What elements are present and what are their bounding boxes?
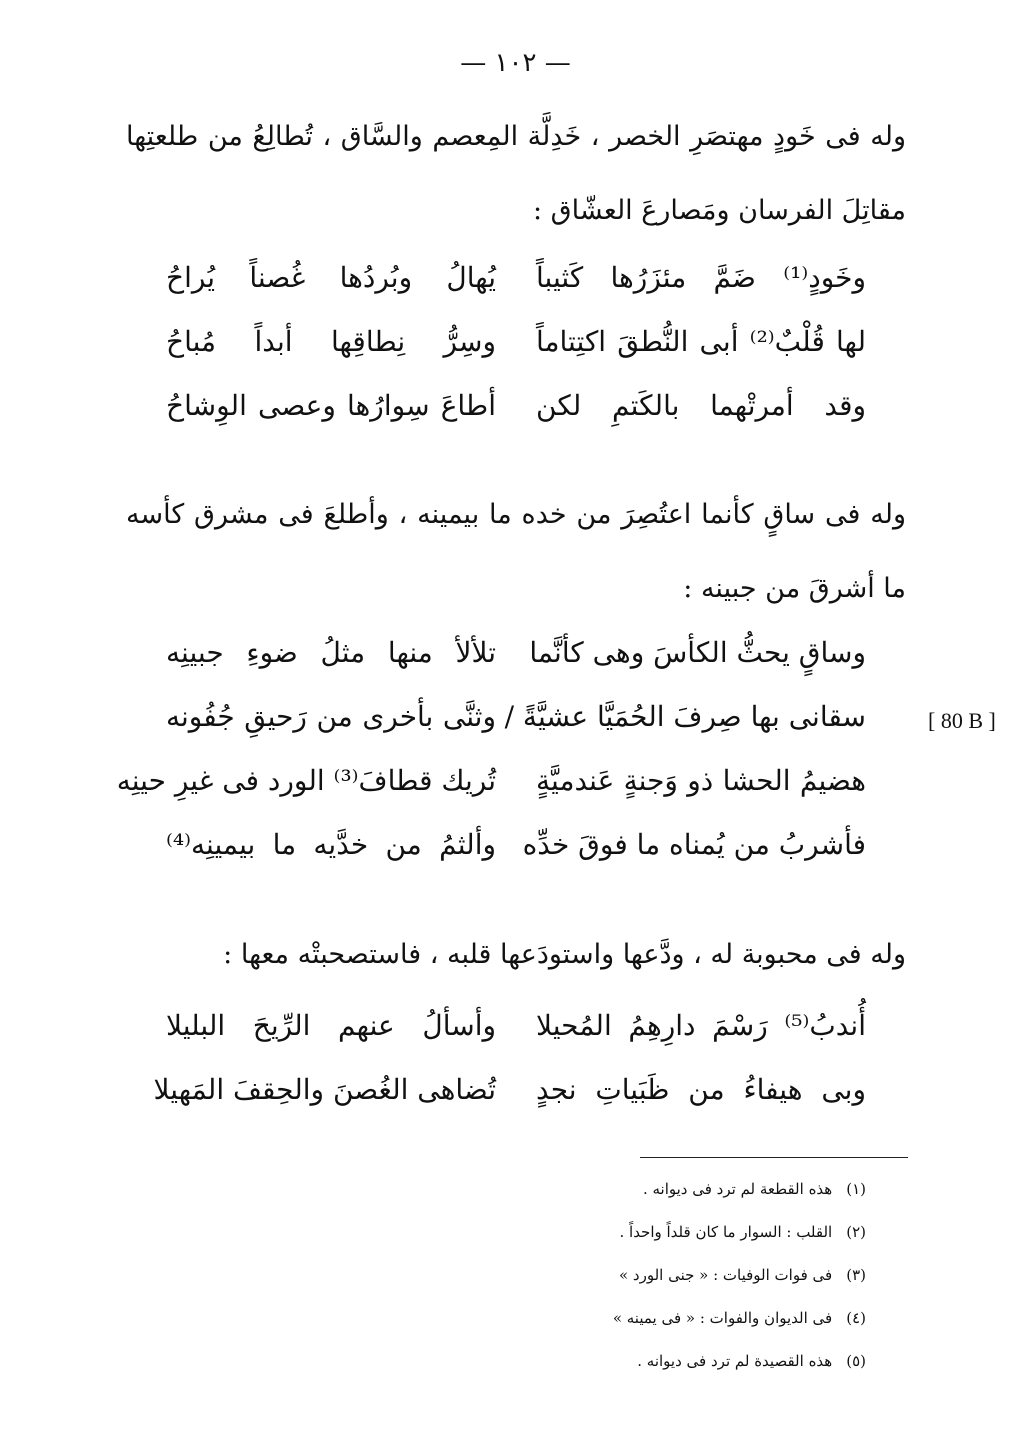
verse-second-hemistich: أطاعَ سِوارُها وعصى الوِشاحُ	[166, 388, 496, 422]
verse-first-hemistich: سقانى بها صِرفَ الحُمَيَّا عشيَّةً /	[504, 699, 866, 733]
footnote	[366, 1340, 866, 1383]
footnote-text: فى الديوان والفوات : « فى يمينه »	[612, 1309, 833, 1327]
verse-second-hemistich: وأسألُ عنهم الرِّيحَ البليلا	[166, 1008, 496, 1042]
verse-first-hemistich: وبى هيفاءُ من ظَبَياتِ نجدٍ	[536, 1072, 866, 1106]
manuscript-folio-reference: [ 80 B ]	[928, 708, 996, 733]
footnote-text: هذه القطعة لم ترد فى ديوانه .	[642, 1180, 833, 1198]
poem-verse	[166, 245, 866, 309]
page-number: — ١٠٢ —	[460, 48, 571, 78]
footnote-number: (٣)	[846, 1266, 866, 1284]
prose-paragraph: وله فى محبوبة له ، ودَّعها واستودَعها قلبه ، فاستصحبتْه معها :	[223, 939, 906, 970]
poem-verse	[166, 309, 866, 373]
footnote-number: (١)	[846, 1180, 866, 1198]
prose-paragraph: وله فى خَودٍ مهتصَرِ الخصر ، خَدِلَّة المِعصم والسَّاق ، تُطالِعُ من طلعتِها مقاتِلَ الفرسان ومَصارعَ العشّاق :	[126, 121, 906, 226]
verse-second-hemistich: وألثمُ من خدَّيه ما بيمينِه⁽⁴⁾	[166, 827, 496, 861]
verse-second-hemistich: تُضاهى الغُصنَ والحِقفَ المَهيلا	[153, 1072, 496, 1106]
footnote-number: (٢)	[846, 1223, 866, 1241]
poem-verse	[166, 373, 866, 437]
poem-verse	[116, 748, 866, 812]
footnote-text: فى فوات الوفيات : « جنى الورد »	[618, 1266, 833, 1284]
verse-first-hemistich: وقد أمرتْهما بالكَتمِ لكن	[536, 388, 866, 422]
poem	[153, 993, 866, 1121]
poem-verse	[166, 684, 866, 748]
verse-first-hemistich: وخَودٍ⁽¹⁾ ضَمَّ مئزَرُها كَثيباً	[536, 260, 866, 294]
poem-verse	[166, 812, 866, 876]
footnote	[366, 1211, 866, 1254]
verse-second-hemistich: وثنَّى بأخرى من رَحيقِ جُفُونه	[166, 699, 496, 733]
verse-first-hemistich: أُندبُ⁽⁵⁾ رَسْمَ دارِهِمُ المُحيلا	[536, 1008, 866, 1042]
footnote-text: القلب : السوار ما كان قلداً واحداً .	[619, 1223, 833, 1241]
footnote	[366, 1168, 866, 1211]
poem-verse	[166, 620, 866, 684]
prose-paragraph: وله فى ساقٍ كأنما اعتُصِرَ من خده ما بيمينه ، وأطلعَ فى مشرق كأسه ما أشرقَ من جبينه :	[126, 499, 906, 604]
footnote	[366, 1297, 866, 1340]
verse-second-hemistich: تلألأ منها مثلُ ضوءِ جبينِه	[166, 635, 496, 669]
verse-first-hemistich: وساقٍ يحثُّ الكأسَ وهى كأنَّما	[529, 635, 866, 669]
verse-first-hemistich: فأشربُ من يُمناه ما فوقَ خدِّه	[522, 827, 866, 861]
verse-second-hemistich: يُهالُ وبُردُها غُصناً يُراحُ	[166, 260, 496, 294]
footnotes	[366, 1168, 866, 1383]
footnote-number: (٥)	[846, 1352, 866, 1370]
footnote-divider	[640, 1157, 908, 1158]
footnote	[366, 1254, 866, 1297]
verse-second-hemistich: وسِرُّ نِطاقِها أبداً مُباحُ	[166, 324, 496, 358]
verse-second-hemistich: تُريك قطافَ⁽³⁾ الورد فى غيرِ حينِه	[116, 763, 496, 797]
poem-verse	[166, 993, 866, 1057]
poem	[166, 245, 866, 437]
footnote-text: هذه القصيدة لم ترد فى ديوانه .	[637, 1352, 833, 1370]
verse-first-hemistich: لها قُلْبٌ⁽²⁾ أبى النُّطقَ اكتِتاماً	[536, 324, 866, 358]
verse-first-hemistich: هضيمُ الحشا ذو وَجنةٍ عَندميَّةٍ	[536, 763, 866, 797]
poem	[116, 620, 866, 876]
poem-verse	[153, 1057, 866, 1121]
footnote-number: (٤)	[846, 1309, 866, 1327]
